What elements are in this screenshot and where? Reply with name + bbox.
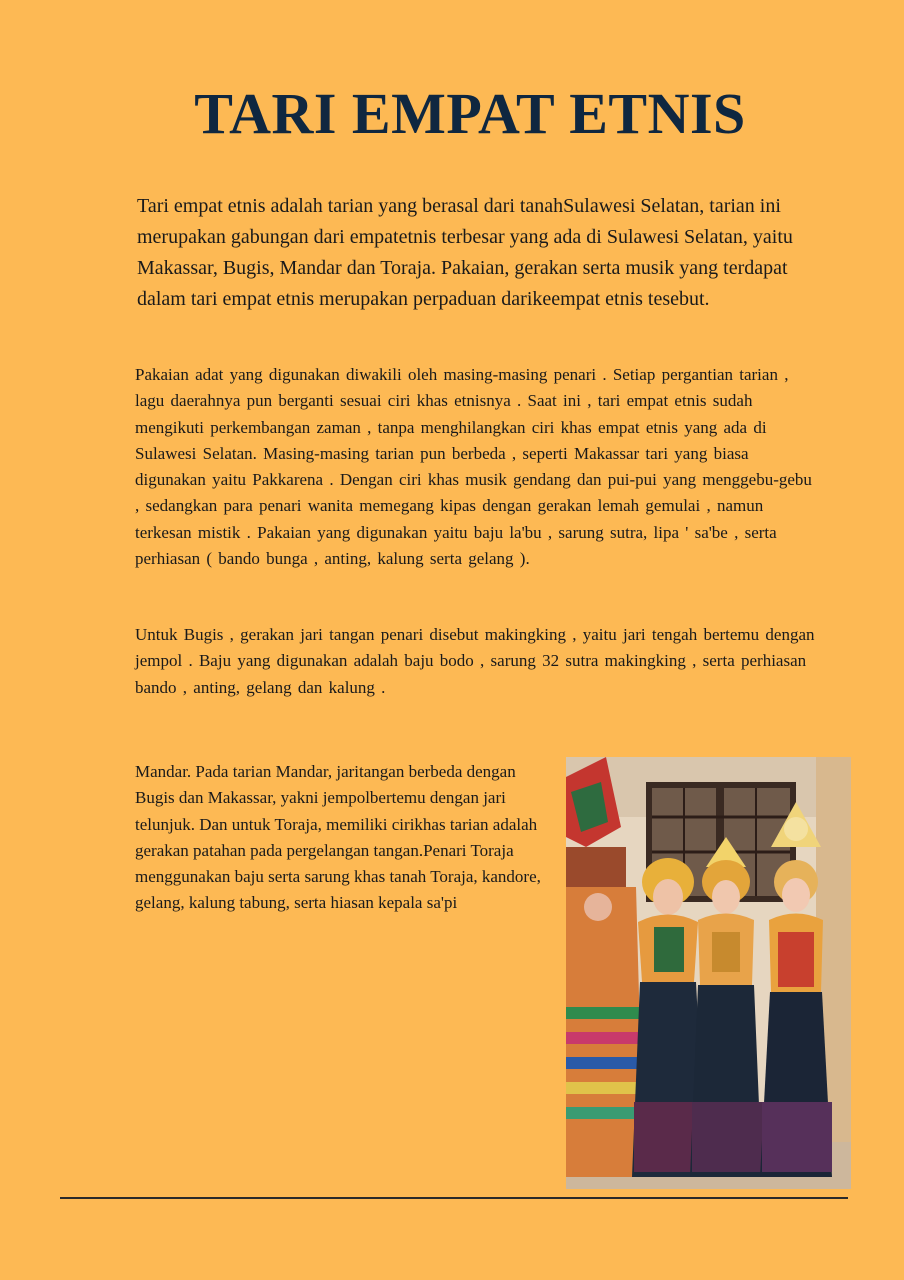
body-paragraph-makassar: Pakaian adat yang digunakan diwakili oleh masing-masing penari . Setiap pergantian tarian , lagu daerahnya pun berganti sesuai ciri khas etnisnya . Saat ini , tari empat etnis sudah mengikuti perkembangan zaman , tanpa menghilangkan ciri khas empat etnis yang ada di Sulawesi Selatan. Masing-masing tarian pun berbeda , seperti Makassar tari yang biasa digunakan yaitu Pakkarena . Dengan ciri khas musik gendang dan pui-pui yang menggebu-gebu , sedangkan para penari wanita memegang kipas dengan gerakan lemah gemulai , namun terkesan mistik . Pakaian yang digunakan yaitu baju la'bu , sarung sutra, lipa ' sa'be , serta perhiasan ( bando bunga , anting, kalung serta gelang ). <box>135 365 812 569</box>
body-paragraph-bugis: Untuk Bugis , gerakan jari tangan penari disebut makingking , yaitu jari tengah bertemu dengan jempol . Baju yang digunakan adalah baju bodo , sarung 32 sutra makingking , serta perhiasan bando , anting, gelang dan kalung . <box>135 625 815 697</box>
page-title: TARI EMPAT ETNIS <box>194 81 746 146</box>
body-paragraph-mandar-toraja: Mandar. Pada tarian Mandar, jaritangan berbeda dengan Bugis dan Makassar, yakni jempolbertemu dengan jari telunjuk. Dan untuk Toraja, memiliki cirikhas tarian adalah gerakan patahan pada pergelangan tangan.Penari Toraja menggunakan baju serta sarung khas tanah Toraja, kandore, gelang, kalung tabung, serta hiasan kepala sa'pi <box>135 762 541 913</box>
dancers-photo <box>566 757 851 1189</box>
footer-divider <box>60 1197 848 1199</box>
intro-paragraph: Tari empat etnis adalah tarian yang berasal dari tanahSulawesi Selatan, tarian ini merupakan gabungan dari empatetnis terbesar yang ada di Sulawesi Selatan, yaitu Makassar, Bugis, Mandar dan Toraja. Pakaian, gerakan serta musik yang terdapat dalam tari empat etnis merupakan perpaduan darikeempat etnis tesebut. <box>137 195 793 310</box>
